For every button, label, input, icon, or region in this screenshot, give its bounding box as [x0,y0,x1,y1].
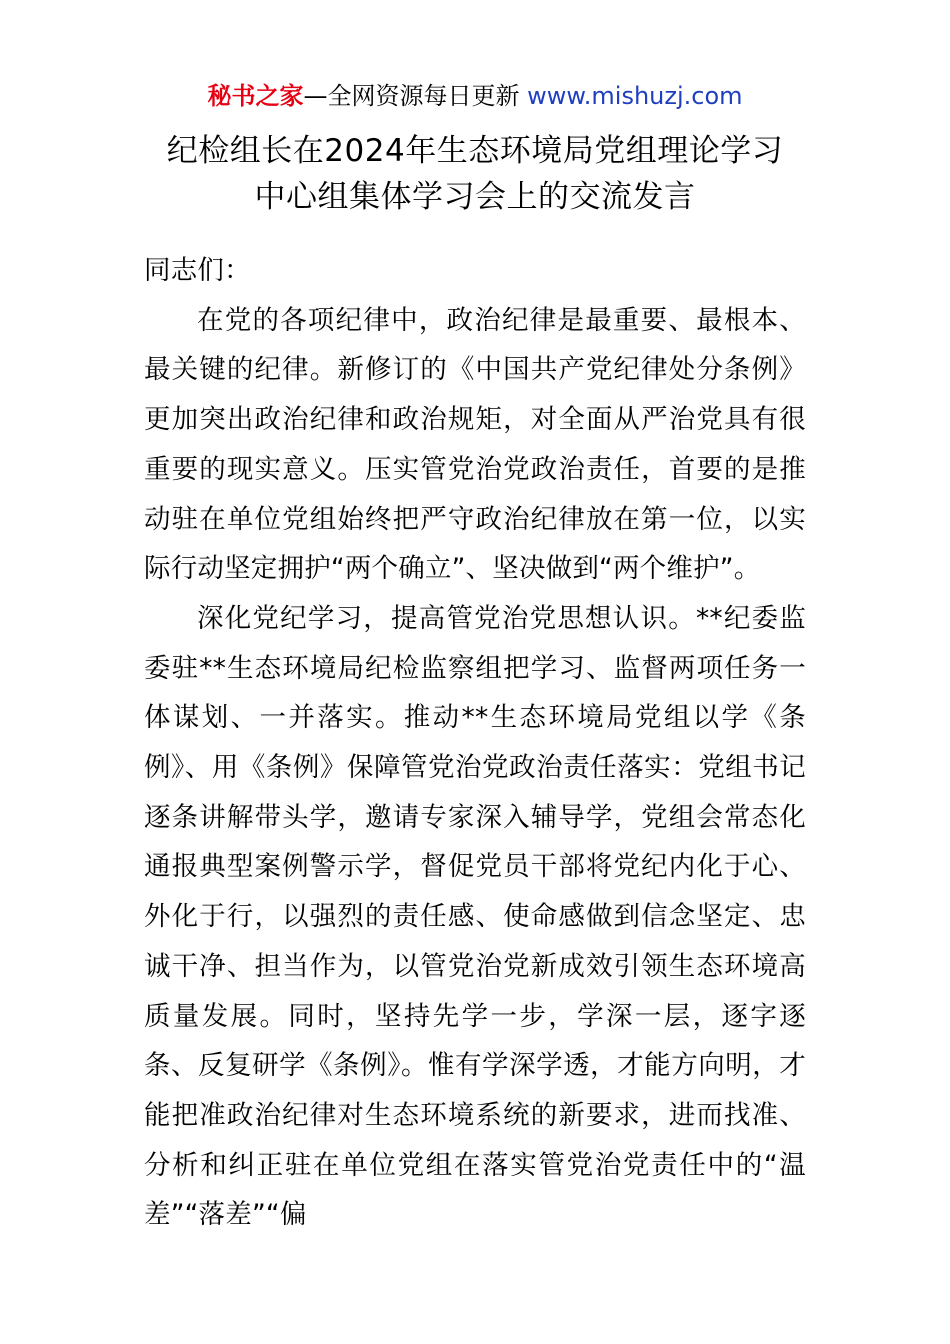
paragraph-2 [144,594,806,1240]
site-brand: 秘书之家 [207,82,304,110]
paragraph-2-body: **纪委监委驻**生态环境局纪检监察组把学习、监督两项任务一体谋划、一并落实。推动**生态环境局党组以学《条例》、用《条例》保障管党治党政治责任落实：党组书记逐条讲解带头学，邀请专家深入辅导学，党组会常态化通报典型案例警示学，督促党员干部将党纪内化于心、外化于行，以强烈的责任感、使命感做到信念坚定、忠诚干净、担当作为，以管党治党新成效引领生态环境高质量发展。同时，坚持先学一步，学深一层，逐字逐条、反复研学《条例》。惟有学深学透，才能方向明，才能把准政治纪律对生态环境系统的新要求，进而找准、分析和纠正驻在单位党组在落实管党治党责任中的“温差”“落差”“偏 [144,602,806,1231]
document-title [0,128,950,220]
site-tagline: —全网资源每日更新 [303,82,528,110]
document-title-line-1: 纪检组长在2024年生态环境局党组理论学习 [166,133,784,169]
greeting: 同志们： [144,255,251,286]
site-url-link[interactable]: www.mishuzj.com [527,82,743,110]
paragraph-2-lead: 深化党纪学习，提高管党治党思想认识。 [197,602,696,634]
site-banner [0,80,950,112]
paragraph-1: 在党的各项纪律中，政治纪律是最重要、最根本、最关键的纪律。新修订的《中国共产党纪律处分条例》更加突出政治纪律和政治规矩，对全面从严治党具有很重要的现实意义。压实管党治党政治责任，首要的是推动驻在单位党组始终把严守政治纪律放在第一位，以实际行动坚定拥护“两个确立”、坚决做到“两个维护”。 [144,304,806,585]
document-body [144,246,806,1240]
document-title-line-2: 中心组集体学习会上的交流发言 [254,179,696,215]
